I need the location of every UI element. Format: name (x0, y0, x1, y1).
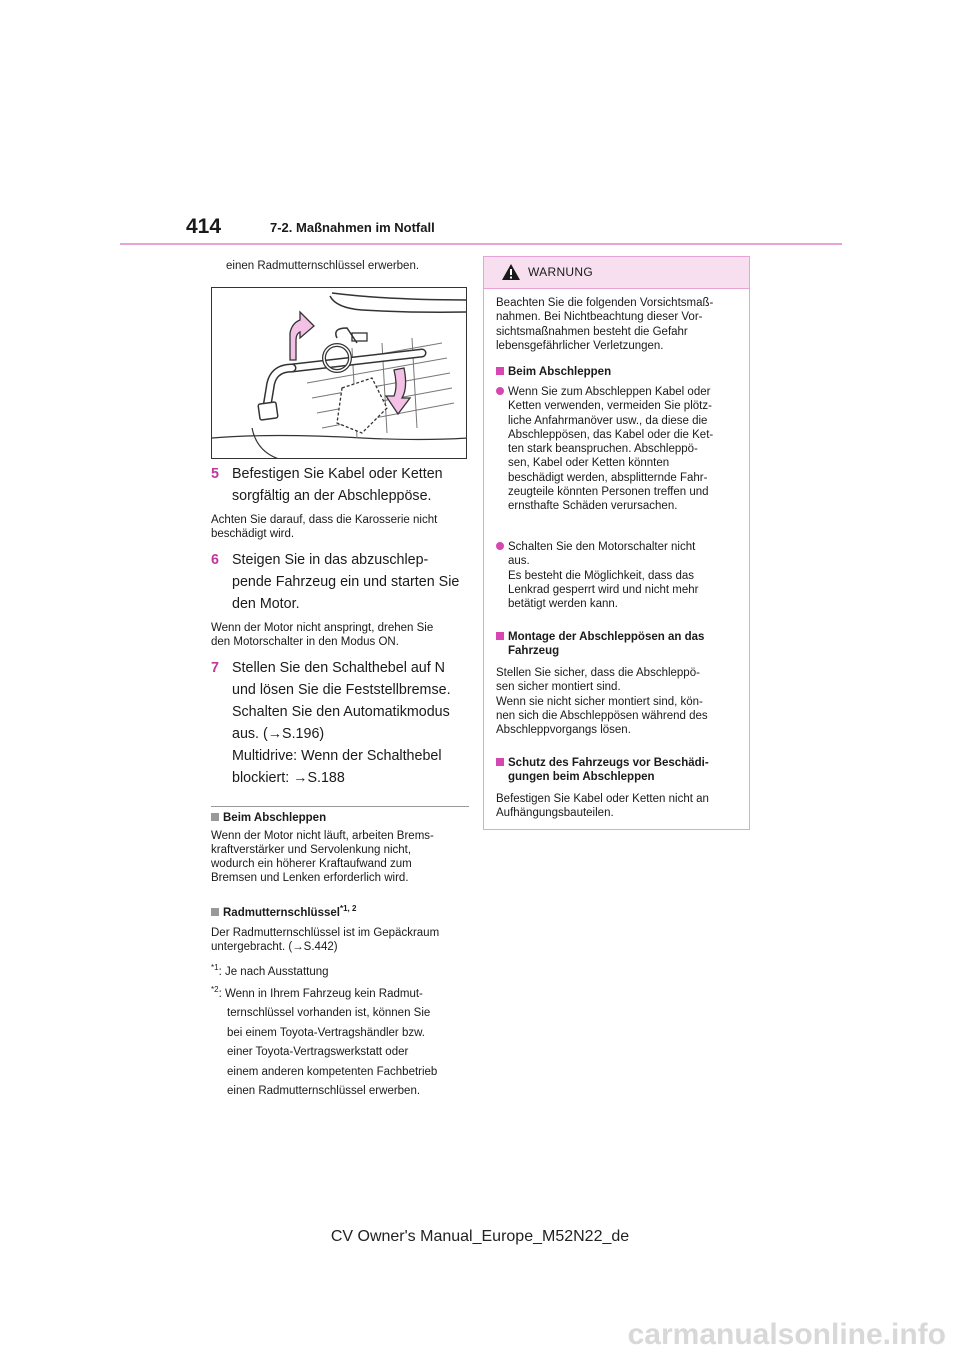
warning-protection-text: Befestigen Sie Kabel oder Ketten nicht an Aufhängungsbauteilen. (496, 793, 709, 820)
warning-item-1: Wenn Sie zum Abschleppen Kabel oder Ketten verwenden, vermeiden Sie plötz- liche Anfahrmanöver usw., da diese die Abschleppösen, das Kabel oder die Ket- ten stark beanspruchen. Abschleppö- sen, Kabel oder Ketten könnten beschädigt werden, absplitternde Fahr- zeugteile könnten Personen treffen und ernsthafte Schäden verursachen. (496, 385, 741, 514)
footnote-2: $^{*2}$: Wenn in Ihrem Fahrzeug kein Radmut- ternschlüssel vorhanden ist, können Sie bei einem Toyota-Vertragshändler bzw. einer Toyota-Vertragswerkstatt oder einem anderen kompetenten Fachbetrieb einen Radmutternschlüssel erwerben. (211, 985, 438, 1098)
page-ref-link[interactable]: untergebracht. (→S.442) (211, 941, 338, 953)
warning-title: WARNUNG (528, 265, 593, 279)
square-bullet-icon (211, 813, 219, 821)
square-bullet-icon (496, 758, 504, 766)
warning-item-2: Schalten Sie den Motorschalter nicht aus. Es besteht die Möglichkeit, dass das Lenkrad gesperrt wird und nicht mehr betätigt werden kann. (496, 540, 741, 611)
step-6: 6 Steigen Sie in das abzuschlep- pende Fahrzeug ein und starten Sie den Motor. (211, 549, 473, 615)
note-title-towing: Beim Abschleppen (211, 812, 469, 824)
note-wrench-text: Der Radmutternschlüssel ist im Gepäckraum untergebracht. (→S.442) (211, 926, 473, 954)
note-towing-text: Wenn der Motor nicht läuft, arbeiten Brems- kraftverstärker und Servolenkung nicht, wodurch ein höherer Kraftaufwand zum Bremsen und Lenken erforderlich wird. (211, 830, 434, 884)
warning-section-towing: Beim Abschleppen (496, 365, 741, 379)
note-title-wrench: Radmutternschlüssel$^{*1, 2}$ (211, 904, 469, 919)
page-ref-link[interactable]: aus. (→S.196) (232, 726, 325, 742)
footnote-1: $^{*1}$: Je nach Ausstattung (211, 963, 329, 978)
warning-triangle-icon (501, 263, 521, 281)
square-bullet-icon (211, 908, 219, 916)
step-number: 6 (211, 552, 219, 568)
page-ref-link[interactable]: blockiert: →S.188 (232, 770, 345, 786)
warning-header (484, 257, 749, 288)
square-bullet-icon (496, 367, 504, 375)
towing-eye-illustration (211, 287, 467, 459)
footer-manual-id: CV Owner's Manual_Europe_M52N22_de (330, 1228, 630, 1245)
warning-header-rule (484, 288, 749, 289)
warning-section-protection: Schutz des Fahrzeugs vor Beschädi- gungen beim Abschleppen (496, 756, 741, 785)
round-bullet-icon (496, 387, 504, 395)
page-number: 414 (186, 215, 222, 238)
round-bullet-icon (496, 542, 504, 550)
step-5-note: Achten Sie darauf, dass die Karosserie nicht beschädigt wird. (211, 514, 438, 540)
square-bullet-icon (496, 632, 504, 640)
step-7: 7 Stellen Sie den Schalthebel auf N und lösen Sie die Feststellbremse. Schalten Sie den Automatikmodus aus. (→S.196) Multidrive: Wenn der Schalthebel blockiert: →S.188 (211, 657, 473, 789)
warning-section-mounting: Montage der Abschleppösen an das Fahrzeug (496, 630, 741, 659)
step-6-note: Wenn der Motor nicht anspringt, drehen Sie den Motorschalter in den Modus ON. (211, 622, 434, 648)
section-title: 7-2. Maßnahmen im Notfall (270, 220, 435, 235)
step-5: 5 Befestigen Sie Kabel oder Ketten sorgfältig an der Abschleppöse. (211, 463, 473, 507)
step-number: 7 (211, 660, 219, 676)
intro-text: einen Radmutternschlüssel erwerben. (226, 260, 420, 272)
warning-mounting-text: Stellen Sie sicher, dass die Abschleppö- sen sicher montiert sind. Wenn sie nicht sicher montiert sind, kön- nen sich die Abschleppösen während des Abschleppvorgangs lösen. (496, 667, 708, 737)
warning-intro: Beachten Sie die folgenden Vorsichtsmaß- nahmen. Bei Nichtbeachtung dieser Vor- sichtsmaßnahmen besteht die Gefahr lebensgefährlicher Verletzungen. (496, 297, 714, 352)
header-rule (120, 243, 842, 245)
divider (211, 806, 469, 807)
step-number: 5 (211, 466, 219, 482)
watermark: carmanualsonline.info (627, 1318, 946, 1351)
